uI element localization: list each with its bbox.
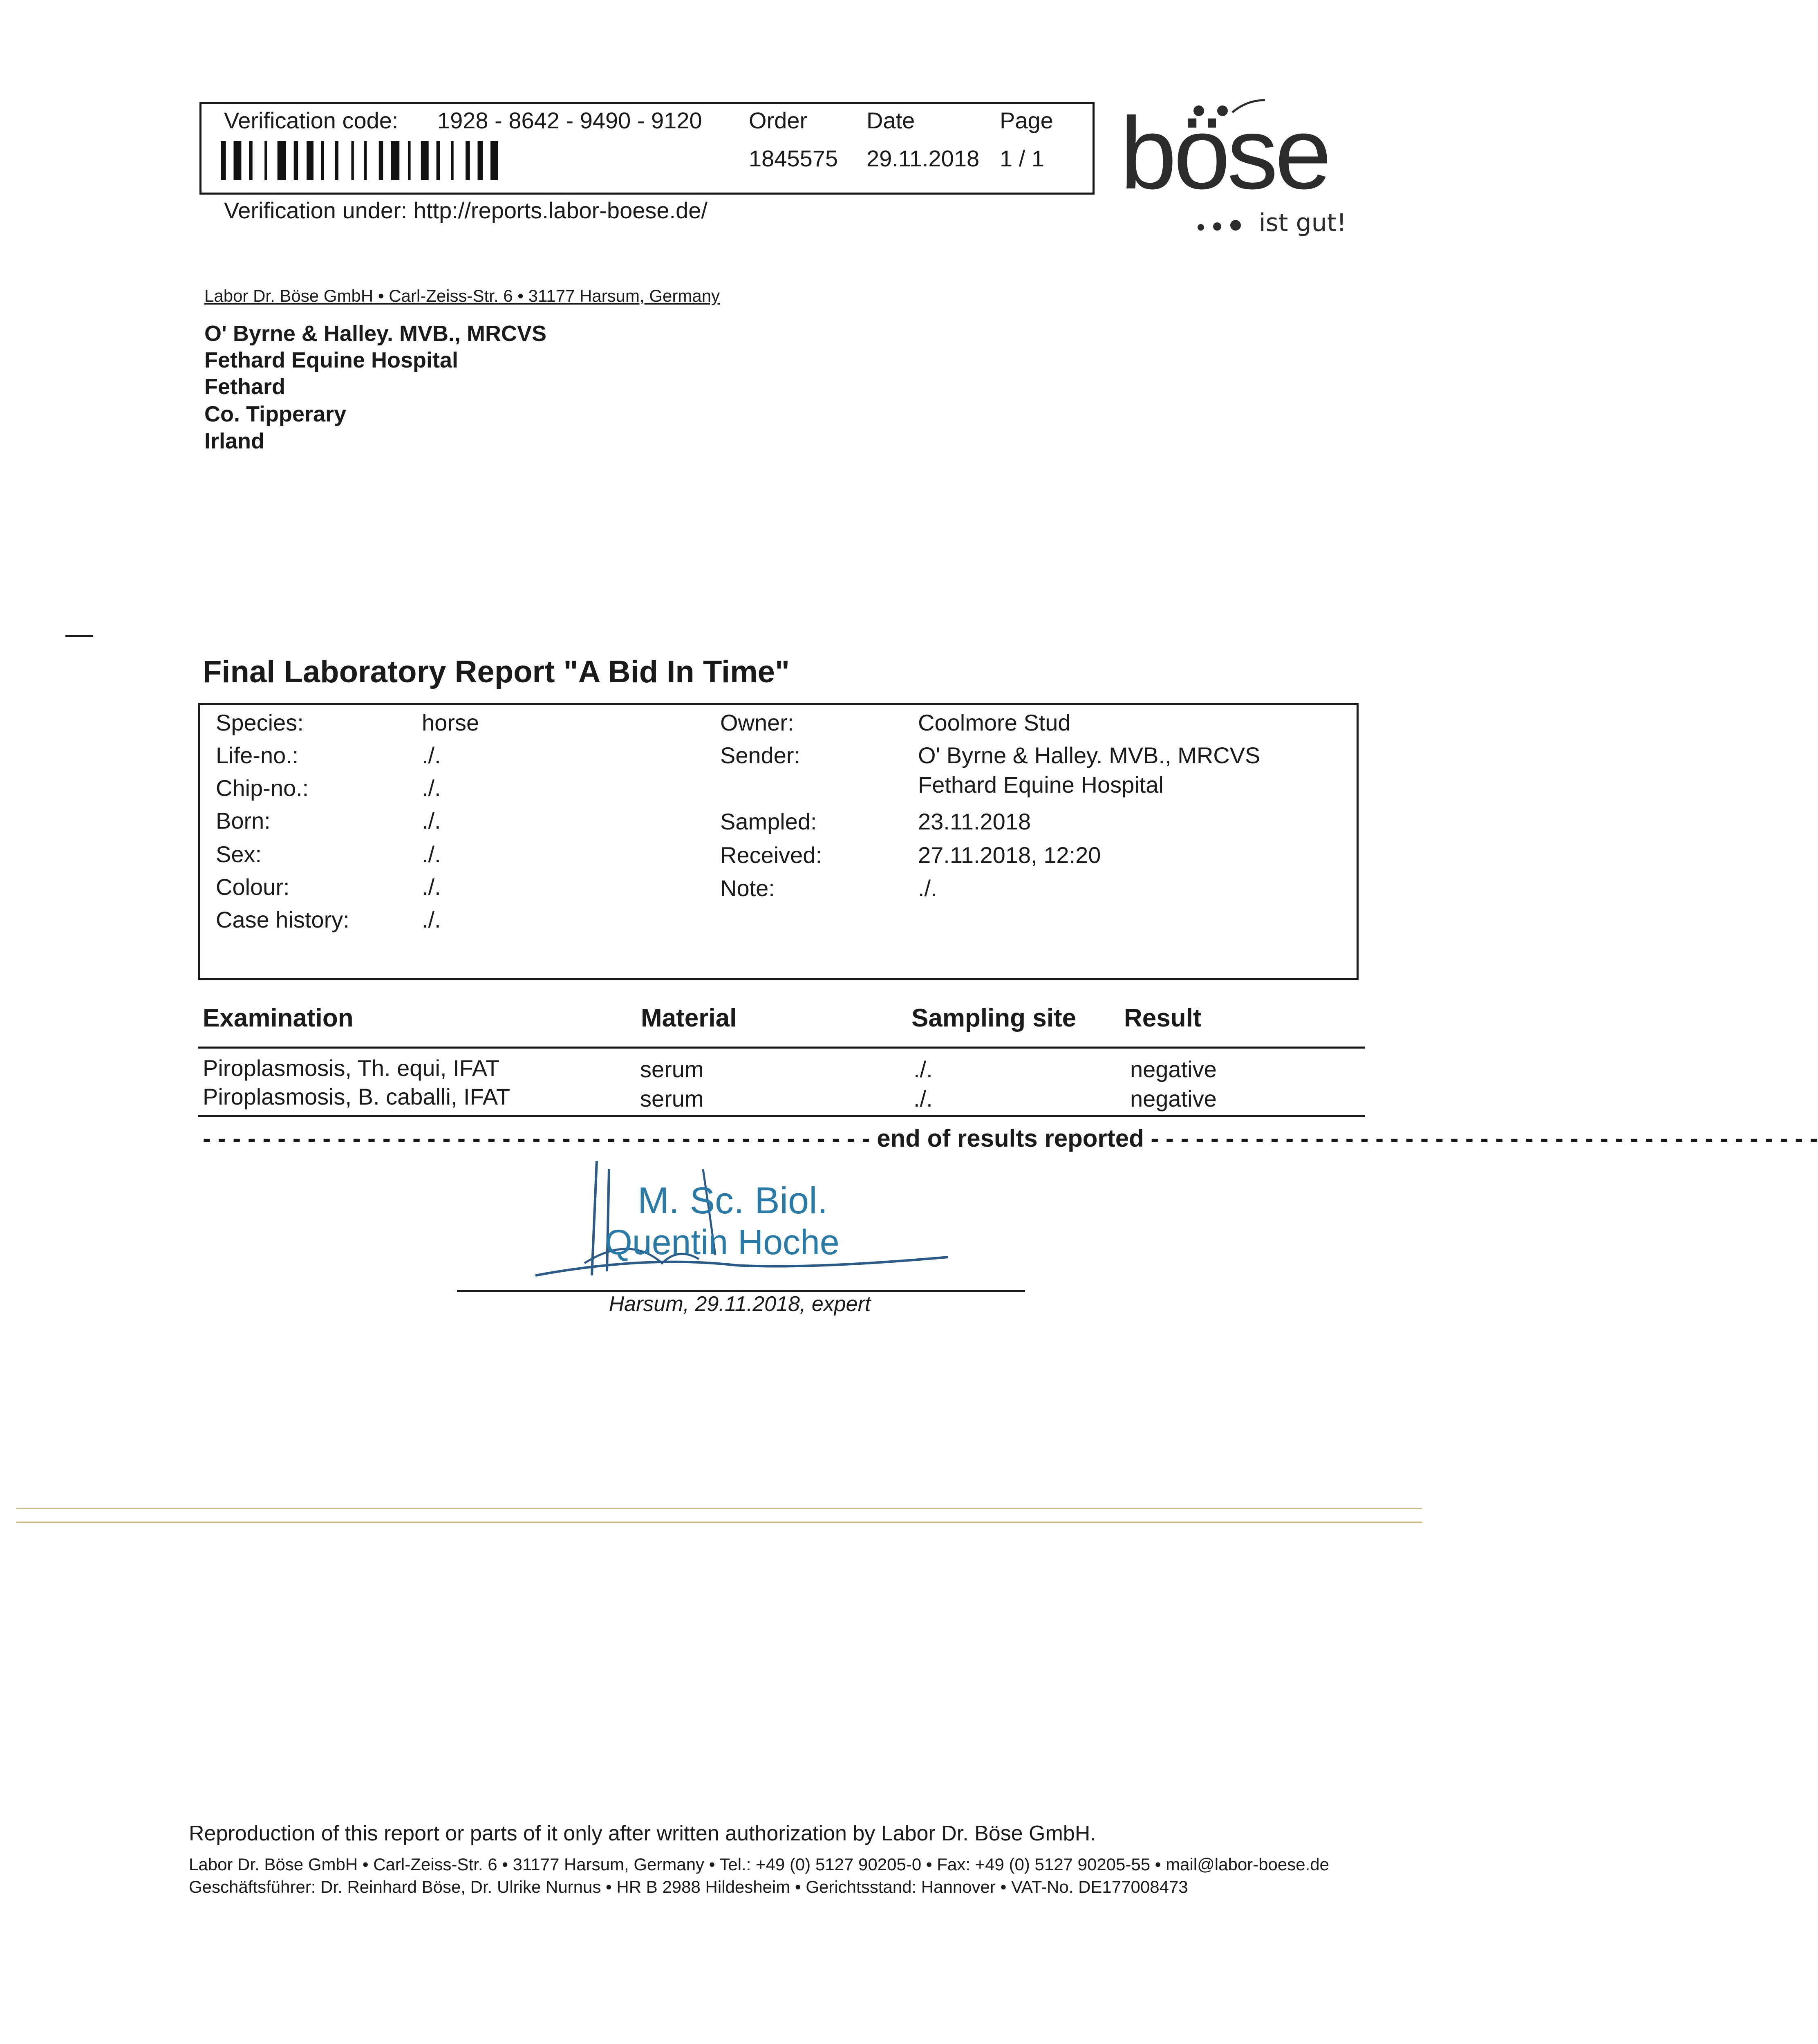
table-footer-rule bbox=[198, 1115, 1365, 1117]
barcode-bar bbox=[249, 141, 252, 180]
address-line: Co. Tipperary bbox=[204, 402, 347, 426]
info-label: Case history: bbox=[216, 907, 349, 932]
barcode-bar bbox=[364, 141, 367, 180]
sender-value: Fethard Equine Hospital bbox=[918, 772, 1164, 798]
logo-dots-icon bbox=[1198, 220, 1241, 233]
date-label: Date bbox=[866, 108, 915, 133]
address-line: Fethard bbox=[204, 374, 286, 399]
end-of-results: - - - - - - - - - - - - - - - - - - - - - - - - - - - - - - - - - - - - - - - - - - - - - end of results reported - - - - - - - - - - - - - - - - - - - - - - - - - - - - - - - - - - - - - - - - - - - - - bbox=[203, 1125, 1818, 1152]
barcode-bar bbox=[294, 141, 298, 180]
stamp-title: M. Sc. Biol. bbox=[638, 1180, 828, 1221]
sampled-value: 23.11.2018 bbox=[918, 809, 1031, 834]
address-line: Fethard Equine Hospital bbox=[204, 348, 459, 372]
table-cell: Piroplasmosis, B. caballi, IFAT bbox=[203, 1084, 510, 1109]
sender-return-address: Labor Dr. Böse GmbH • Carl-Zeiss-Str. 6 • 31177 Harsum, Germany bbox=[204, 286, 720, 305]
info-label: Colour: bbox=[216, 874, 290, 900]
barcode-bar bbox=[490, 141, 498, 180]
report-title: Final Laboratory Report "A Bid In Time" bbox=[203, 654, 790, 689]
barcode-bar bbox=[335, 141, 338, 180]
info-value: ./. bbox=[422, 775, 441, 801]
table-cell: serum bbox=[640, 1056, 704, 1082]
note-label: Note: bbox=[720, 875, 775, 901]
barcode-image bbox=[221, 141, 822, 180]
verification-url: Verification under: http://reports.labor-boese.de/ bbox=[224, 197, 707, 223]
column-header: Sampling site bbox=[911, 1004, 1077, 1032]
verification-label: Verification code: bbox=[224, 108, 399, 133]
info-value: ./. bbox=[422, 841, 441, 867]
barcode-bar bbox=[391, 141, 399, 180]
barcode-bar bbox=[264, 141, 267, 180]
signature-caption: Harsum, 29.11.2018, expert bbox=[609, 1292, 871, 1316]
barcode-bar bbox=[437, 141, 440, 180]
date-value: 29.11.2018 bbox=[866, 146, 980, 171]
info-value: ./. bbox=[422, 808, 441, 834]
column-header: Result bbox=[1124, 1004, 1202, 1032]
footer-legal-info: Geschäftsführer: Dr. Reinhard Böse, Dr. Ulrike Nurnus • HR B 2988 Hildesheim • Gerichtsstand: Hannover • VAT-No. DE177008473 bbox=[189, 1877, 1188, 1896]
sampled-label: Sampled: bbox=[720, 809, 817, 834]
column-header: Material bbox=[641, 1004, 737, 1032]
page-value: 1 / 1 bbox=[1000, 146, 1044, 171]
order-value: 1845575 bbox=[749, 146, 838, 171]
received-value: 27.11.2018, 12:20 bbox=[918, 842, 1101, 868]
info-value: horse bbox=[422, 710, 479, 735]
received-label: Received: bbox=[720, 842, 822, 868]
stamp-name: Quentin Hoche bbox=[605, 1223, 840, 1262]
info-value: ./. bbox=[422, 874, 441, 900]
info-value: ./. bbox=[422, 742, 441, 768]
barcode-bar bbox=[379, 141, 383, 180]
table-cell: serum bbox=[640, 1086, 704, 1112]
page-label: Page bbox=[1000, 108, 1053, 133]
table-cell: negative bbox=[1130, 1056, 1217, 1082]
info-label: Life-no.: bbox=[216, 742, 299, 768]
footer-company-info: Labor Dr. Böse GmbH • Carl-Zeiss-Str. 6 • 31177 Harsum, Germany • Tel.: +49 (0) 5127 90205-0 • Fax: +49 (0) 5127 90205-55 • mail@labor-boese.de bbox=[189, 1855, 1329, 1874]
barcode-bar bbox=[408, 141, 410, 180]
barcode-bar bbox=[352, 141, 354, 180]
barcode-bar bbox=[478, 141, 483, 180]
barcode-bar bbox=[278, 141, 286, 180]
logo-tagline: ist gut! bbox=[1259, 208, 1347, 237]
address-line: Irland bbox=[204, 429, 265, 453]
barcode-bar bbox=[421, 141, 429, 180]
info-value: ./. bbox=[422, 907, 441, 932]
table-cell: negative bbox=[1130, 1086, 1217, 1112]
barcode-bar bbox=[307, 141, 313, 180]
table-cell: ./. bbox=[913, 1056, 933, 1082]
table-header-rule bbox=[198, 1047, 1365, 1049]
footer-notice: Reproduction of this report or parts of it only after written authorization by Labor Dr. Böse GmbH. bbox=[189, 1822, 1096, 1845]
barcode-bar bbox=[451, 141, 453, 180]
fold-mark bbox=[65, 635, 93, 637]
sender-value: O' Byrne & Halley. MVB., MRCVS bbox=[918, 742, 1261, 768]
end-of-results-text: end of results reported bbox=[877, 1125, 1144, 1152]
sender-label: Sender: bbox=[720, 742, 801, 768]
address-line: O' Byrne & Halley. MVB., MRCVS bbox=[204, 321, 547, 346]
order-label: Order bbox=[749, 108, 808, 133]
owner-value: Coolmore Stud bbox=[918, 710, 1071, 735]
barcode-bar bbox=[321, 141, 324, 180]
info-label: Species: bbox=[216, 710, 304, 735]
barcode-bar bbox=[466, 141, 470, 180]
info-label: Chip-no.: bbox=[216, 775, 309, 801]
column-header: Examination bbox=[203, 1004, 354, 1032]
verification-code: 1928 - 8642 - 9490 - 9120 bbox=[437, 108, 702, 133]
info-label: Sex: bbox=[216, 841, 262, 867]
barcode-bar bbox=[221, 141, 226, 180]
barcode-bar bbox=[234, 141, 242, 180]
divider-line bbox=[16, 1508, 1422, 1509]
info-label: Born: bbox=[216, 808, 271, 834]
logo-wordmark: böse bbox=[1120, 96, 1329, 210]
table-cell: Piroplasmosis, Th. equi, IFAT bbox=[203, 1055, 500, 1081]
table-cell: ./. bbox=[913, 1086, 933, 1112]
note-value: ./. bbox=[918, 875, 937, 901]
owner-label: Owner: bbox=[720, 710, 794, 735]
divider-line bbox=[16, 1522, 1422, 1523]
